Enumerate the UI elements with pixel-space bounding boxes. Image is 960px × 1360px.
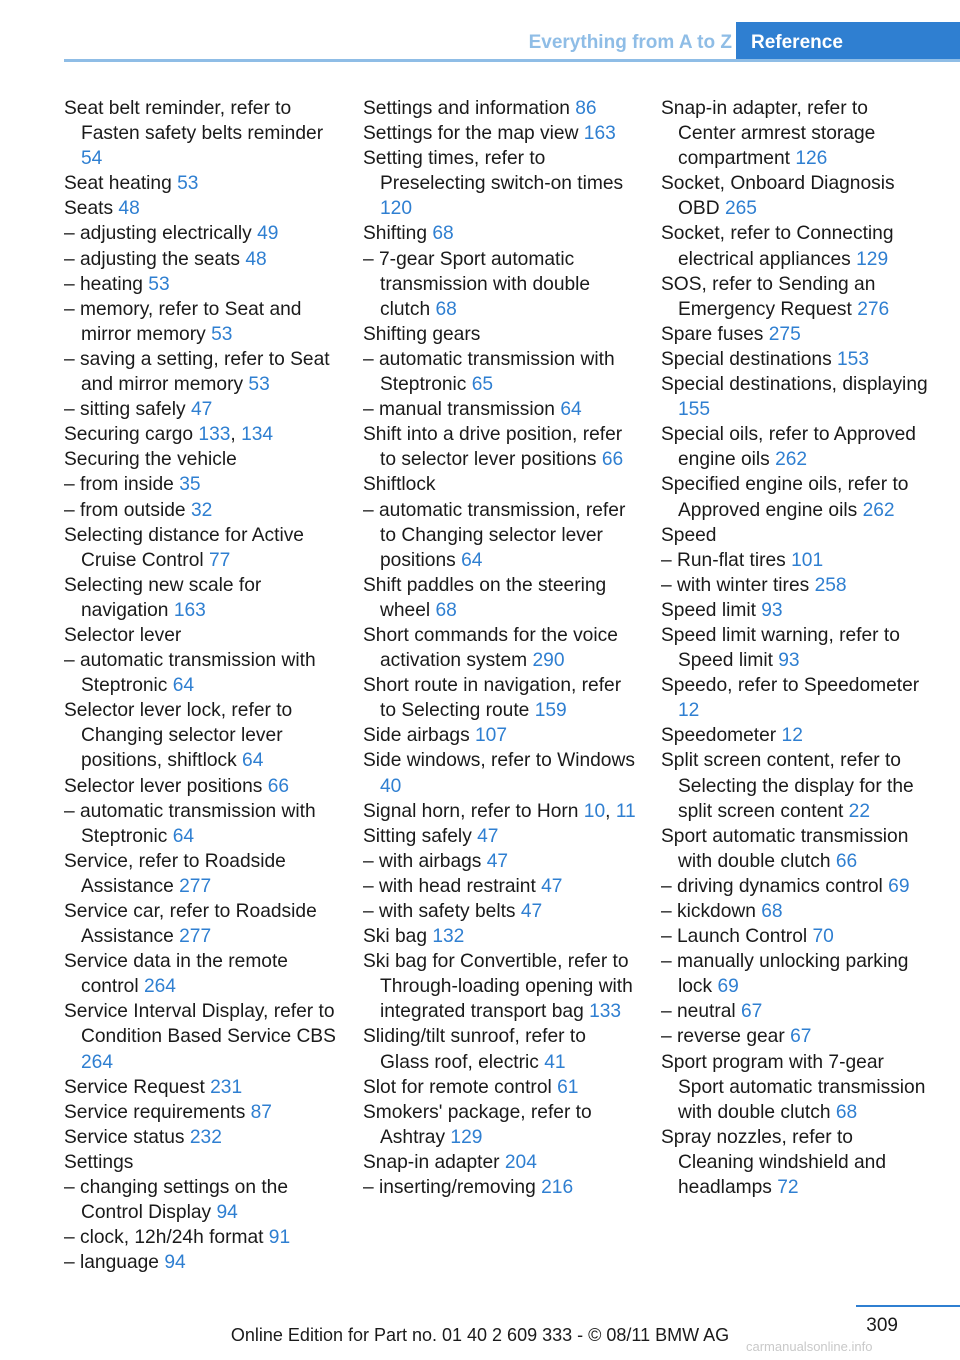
index-entry xyxy=(661,221,929,271)
index-entry xyxy=(661,1050,929,1125)
page-link[interactable]: 155 xyxy=(678,399,711,421)
entry-text: – with safety belts xyxy=(363,901,516,922)
page-link[interactable]: 134 xyxy=(241,424,274,446)
page-link[interactable]: 69 xyxy=(717,976,739,998)
index-entry xyxy=(363,322,638,347)
index-entry xyxy=(64,849,339,899)
entry-text: Service data in the remote control xyxy=(64,951,288,998)
index-entry xyxy=(661,1125,929,1200)
entry-text: Seat belt reminder, refer to Fasten safety belts reminder xyxy=(64,98,324,145)
entry-text: Specified engine oils, refer to Approved engine oils xyxy=(661,474,909,521)
page-link[interactable]: 41 xyxy=(544,1051,566,1073)
page-link[interactable]: 72 xyxy=(777,1177,799,1199)
page-link[interactable]: 65 xyxy=(471,374,494,396)
index-entry xyxy=(661,347,929,372)
page-link[interactable]: 12 xyxy=(678,700,700,722)
page-link[interactable]: 126 xyxy=(795,148,828,170)
entry-text: Selector lever lock, refer to Changing selector lever positions, shiftlock xyxy=(64,700,293,772)
page-link[interactable]: 163 xyxy=(583,123,616,145)
page-link[interactable]: 53 xyxy=(177,173,199,195)
index-entry xyxy=(661,748,929,823)
entry-text: Service, refer to Roadside Assistance xyxy=(64,850,286,897)
index-entry xyxy=(363,949,638,1024)
index-entry xyxy=(64,999,339,1074)
index-entry xyxy=(661,723,929,748)
page-link[interactable]: 204 xyxy=(504,1151,537,1173)
page-link[interactable]: 68 xyxy=(835,1101,858,1123)
page-link[interactable]: 64 xyxy=(172,825,195,847)
index-column-1 xyxy=(64,96,339,1275)
index-entry xyxy=(64,1175,339,1225)
entry-text: Split screen content, refer to Selecting the display for the split screen content xyxy=(661,750,914,822)
page-link[interactable]: 53 xyxy=(248,374,270,396)
page-link[interactable]: 86 xyxy=(575,98,597,119)
entry-text: Socket, refer to Connecting electrical appliances xyxy=(661,223,894,270)
entry-text: – automatic transmission with Steptronic xyxy=(64,800,316,847)
entry-text: – reverse gear xyxy=(661,1026,785,1048)
index-entry xyxy=(363,573,638,623)
page-link[interactable]: 275 xyxy=(768,323,801,345)
index-entry xyxy=(64,799,339,849)
entry-text: Socket, Onboard Diagnosis OBD xyxy=(661,173,895,220)
index-entry xyxy=(661,171,929,221)
page-link[interactable]: 132 xyxy=(432,926,465,948)
entry-text: Speedometer xyxy=(661,725,777,747)
entry-text: Selector lever positions xyxy=(64,775,263,797)
entry-text: Special destinations xyxy=(661,348,832,370)
index-entry xyxy=(64,1250,339,1275)
entry-text: Signal horn, refer to Horn xyxy=(363,800,579,822)
index-entry xyxy=(64,573,339,623)
index-entry xyxy=(64,347,339,397)
entry-text: Speed xyxy=(661,524,717,546)
index-entry xyxy=(363,824,638,849)
index-entry xyxy=(64,397,339,422)
entry-text: Short route in navigation, refer to Selecting route xyxy=(363,675,622,722)
watermark: carmanualsonline.info xyxy=(746,1339,873,1354)
entry-text: – heating xyxy=(64,273,143,295)
page-link[interactable]: 11 xyxy=(615,800,636,822)
index-entry xyxy=(64,648,339,698)
entry-text: Snap-in adapter xyxy=(363,1151,500,1173)
entry-text: Spray nozzles, refer to Cleaning windshield and headlamps xyxy=(661,1126,887,1199)
page-link[interactable]: 68 xyxy=(435,298,457,320)
entry-text: Snap-in adapter, refer to Center armrest storage compartment xyxy=(661,98,876,170)
index-entry xyxy=(363,748,638,798)
entry-text: Selector lever xyxy=(64,624,182,646)
page-link[interactable]: 265 xyxy=(724,198,757,220)
index-entry xyxy=(363,347,638,397)
page-link[interactable]: 22 xyxy=(848,800,871,822)
entry-text: – with head restraint xyxy=(363,875,536,897)
page-link[interactable]: 101 xyxy=(791,549,824,571)
index-entry xyxy=(661,96,929,171)
index-entry xyxy=(661,272,929,322)
entry-text: Speed limit warning, refer to Speed limit xyxy=(661,624,900,672)
entry-text: Slot for remote control xyxy=(363,1076,552,1098)
entry-text: – driving dynamics control xyxy=(661,875,883,897)
page-link[interactable]: 159 xyxy=(534,700,567,722)
index-entry xyxy=(661,899,929,924)
footer-rule xyxy=(856,1305,960,1307)
index-entry xyxy=(661,824,929,874)
page-link[interactable]: 54 xyxy=(81,148,103,170)
entry-text: – Run-flat tires xyxy=(661,549,786,571)
page-link[interactable]: 129 xyxy=(450,1126,483,1148)
index-entry xyxy=(363,498,638,573)
entry-text: Settings for the map view xyxy=(363,123,579,145)
entry-text: Seats xyxy=(64,198,114,220)
index-entry xyxy=(363,899,638,924)
page-link[interactable]: 87 xyxy=(250,1101,272,1123)
page-link[interactable]: 64 xyxy=(560,399,582,421)
index-entry xyxy=(363,1100,638,1150)
page-link[interactable]: 67 xyxy=(790,1026,812,1048)
entry-text: – with winter tires xyxy=(661,574,810,596)
index-entry xyxy=(661,372,929,422)
entry-text: Ski bag xyxy=(363,926,427,948)
page-link[interactable]: 277 xyxy=(179,875,212,897)
index-entry xyxy=(64,297,339,347)
entry-text: Spare fuses xyxy=(661,323,764,345)
page-link[interactable]: 68 xyxy=(761,901,783,922)
entry-text: Service requirements xyxy=(64,1101,246,1123)
entry-text: Settings and information xyxy=(363,98,570,119)
entry-text: – automatic transmission with Steptronic xyxy=(64,650,316,697)
page-link[interactable]: 48 xyxy=(245,248,267,270)
page-link[interactable]: 66 xyxy=(267,775,290,797)
entry-text: – Launch Control xyxy=(661,926,808,948)
page-link[interactable]: 153 xyxy=(837,348,870,370)
entry-text: Service status xyxy=(64,1126,185,1148)
entry-text: Shiftlock xyxy=(363,474,436,496)
page-link[interactable]: 163 xyxy=(173,599,206,621)
entry-text: Special oils, refer to Approved engine oils xyxy=(661,424,916,471)
page-link[interactable]: 64 xyxy=(461,549,483,571)
entry-text: – from outside xyxy=(64,499,186,521)
index-entry xyxy=(64,623,339,648)
entry-text: Ski bag for Convertible, refer to Through-loading opening with integrated transport bag xyxy=(363,951,633,1023)
index-entry xyxy=(363,623,638,673)
index-entry xyxy=(661,949,929,999)
page-link[interactable]: 258 xyxy=(814,574,847,596)
index-entry xyxy=(64,171,339,196)
entry-text: – inserting/removing xyxy=(363,1177,536,1199)
index-entry xyxy=(363,1175,638,1200)
index-entry xyxy=(661,472,929,522)
entry-text: Securing the vehicle xyxy=(64,449,237,471)
index-entry xyxy=(661,573,929,598)
page-link[interactable]: 262 xyxy=(862,499,895,521)
index-entry xyxy=(661,598,929,623)
page-link[interactable]: 70 xyxy=(812,926,834,948)
page-link[interactable]: 61 xyxy=(557,1076,579,1098)
page-link[interactable]: 40 xyxy=(380,775,402,797)
entry-text: Service Interval Display, refer to Condition Based Service CBS xyxy=(64,1001,336,1048)
index-entry xyxy=(64,1150,339,1175)
entry-text: – with airbags xyxy=(363,850,482,872)
index-entry xyxy=(661,548,929,573)
entry-text: Selecting distance for Active Cruise Control xyxy=(64,524,304,571)
index-entry xyxy=(64,96,339,171)
index-entry xyxy=(363,1075,638,1100)
entry-text: Shifting gears xyxy=(363,323,481,345)
entry-text: – language xyxy=(64,1252,159,1274)
index-entry xyxy=(64,447,339,472)
index-entry xyxy=(363,422,638,472)
index-column-3 xyxy=(661,96,929,1200)
page-link[interactable]: 129 xyxy=(856,248,889,270)
index-entry xyxy=(64,698,339,773)
index-entry xyxy=(64,472,339,497)
entry-text: – kickdown xyxy=(661,901,756,922)
entry-text: Settings xyxy=(64,1151,134,1173)
index-entry xyxy=(363,221,638,246)
page-link[interactable]: 69 xyxy=(888,875,910,897)
index-entry xyxy=(363,146,638,221)
entry-text: Seat heating xyxy=(64,173,172,195)
entry-text: Side airbags xyxy=(363,725,470,747)
index-entry xyxy=(363,1024,638,1074)
index-entry xyxy=(363,121,638,146)
page-link[interactable]: 231 xyxy=(210,1076,243,1098)
page-link[interactable]: 66 xyxy=(835,850,858,872)
entry-text: Short commands for the voice activation system xyxy=(363,624,618,672)
entry-text: Speed limit xyxy=(661,599,756,621)
index-entry xyxy=(64,1100,339,1125)
index-entry xyxy=(64,949,339,999)
entry-text: Shifting xyxy=(363,223,427,245)
index-entry xyxy=(363,1150,638,1175)
page-link[interactable]: 12 xyxy=(781,725,803,747)
entry-text: – manual transmission xyxy=(363,399,555,421)
entry-text: – changing settings on the Control Display xyxy=(64,1177,289,1224)
entry-text: – sitting safely xyxy=(64,399,186,421)
index-entry xyxy=(64,1075,339,1100)
index-entry xyxy=(363,247,638,322)
page-link[interactable]: 277 xyxy=(179,926,212,948)
index-entry xyxy=(363,924,638,949)
index-entry xyxy=(661,422,929,472)
index-entry xyxy=(363,397,638,422)
index-entry xyxy=(363,673,638,723)
index-entry xyxy=(64,523,339,573)
index-entry xyxy=(363,96,638,121)
index-entry xyxy=(64,247,339,272)
entry-text: – adjusting electrically xyxy=(64,223,252,245)
index-entry xyxy=(64,221,339,246)
index-entry xyxy=(64,1125,339,1150)
reference-tab: Reference xyxy=(736,22,960,60)
entry-text: Shift into a drive position, refer to selector lever positions xyxy=(363,424,623,471)
page-link[interactable]: 93 xyxy=(778,650,800,672)
page-link[interactable]: 264 xyxy=(81,1051,114,1073)
page-link[interactable]: 53 xyxy=(211,323,233,345)
entry-text: Side windows, refer to Windows xyxy=(363,750,635,772)
page-link[interactable]: 68 xyxy=(435,599,457,621)
page-link[interactable]: 93 xyxy=(761,599,783,621)
page-link[interactable]: 68 xyxy=(432,223,454,245)
entry-text: – from inside xyxy=(64,474,174,496)
section-title: Everything from A to Z xyxy=(528,32,732,53)
entry-text: – manually unlocking parking lock xyxy=(661,951,909,998)
index-entry xyxy=(64,196,339,221)
entry-text: Sport automatic transmission with double clutch xyxy=(661,825,909,872)
index-entry xyxy=(661,999,929,1024)
index-entry xyxy=(661,623,929,673)
index-entry xyxy=(661,1024,929,1049)
index-entry xyxy=(661,874,929,899)
page-link[interactable]: 64 xyxy=(242,750,264,772)
page-link[interactable]: 94 xyxy=(164,1252,186,1274)
index-entry xyxy=(661,924,929,949)
page-link[interactable]: 10 xyxy=(583,800,606,822)
page-link[interactable]: 32 xyxy=(190,499,213,521)
index-column-2 xyxy=(363,96,638,1200)
entry-text: Shift paddles on the steering wheel xyxy=(363,574,607,621)
page-number: 309 xyxy=(866,1315,898,1336)
index-entry xyxy=(64,272,339,297)
page-link[interactable]: 47 xyxy=(486,850,509,872)
page-link[interactable]: 47 xyxy=(477,825,499,847)
page-link[interactable]: 107 xyxy=(475,725,508,747)
entry-text: SOS, refer to Sending an Emergency Request xyxy=(661,273,876,320)
page-link[interactable]: 53 xyxy=(148,273,170,295)
page-link[interactable]: 276 xyxy=(857,298,890,320)
header-rule xyxy=(64,59,960,62)
page-link[interactable]: 49 xyxy=(257,223,279,245)
page-link[interactable]: 47 xyxy=(190,399,213,421)
entry-text: Setting times, refer to Preselecting switch-on times xyxy=(363,148,624,195)
page-link[interactable]: 133 xyxy=(198,424,231,446)
page-link[interactable]: 66 xyxy=(601,449,624,471)
page-link[interactable]: 77 xyxy=(208,549,231,571)
entry-text: – clock, 12h/24h format xyxy=(64,1227,264,1249)
edition-note: Online Edition for Part no. 01 40 2 609 333 - © 08/11 BMW AG xyxy=(230,1325,730,1345)
index-entry xyxy=(363,723,638,748)
index-entry xyxy=(363,874,638,899)
entry-text: Selecting new scale for navigation xyxy=(64,574,262,621)
index-entry xyxy=(661,523,929,548)
entry-text: Sport program with 7-gear Sport automatic transmission with double clutch xyxy=(661,1051,926,1123)
entry-text: – adjusting the seats xyxy=(64,248,241,270)
index-entry xyxy=(661,673,929,723)
page-link[interactable]: 64 xyxy=(172,675,195,697)
entry-text: Service car, refer to Roadside Assistance xyxy=(64,901,317,948)
page-link[interactable]: 47 xyxy=(520,901,543,922)
entry-text: Smokers' package, refer to Ashtray xyxy=(363,1101,592,1148)
entry-text: – saving a setting, refer to Seat and mirror memory xyxy=(64,348,330,396)
page-link[interactable]: 290 xyxy=(532,650,565,672)
page-link[interactable]: 47 xyxy=(541,875,563,897)
entry-text: Securing cargo xyxy=(64,424,194,446)
entry-text: – automatic transmission with Steptronic xyxy=(363,348,615,396)
entry-text: Service Request xyxy=(64,1076,205,1098)
page-link[interactable]: 35 xyxy=(179,474,201,496)
index-entry xyxy=(363,849,638,874)
index-entry xyxy=(64,498,339,523)
page-link[interactable]: 216 xyxy=(541,1177,574,1199)
index-entry xyxy=(661,322,929,347)
entry-text: – memory, refer to Seat and mirror memory xyxy=(64,298,302,345)
index-entry xyxy=(64,899,339,949)
page-link[interactable]: 94 xyxy=(216,1202,238,1224)
page-link[interactable]: 262 xyxy=(775,449,808,471)
page-link[interactable]: 232 xyxy=(189,1126,222,1148)
index-entry xyxy=(64,1225,339,1250)
entry-text: Sitting safely xyxy=(363,825,472,847)
index-entry xyxy=(64,774,339,799)
entry-text: Speedo, refer to Speedometer xyxy=(661,675,920,697)
page-link[interactable]: 48 xyxy=(118,198,140,220)
entry-text: – neutral xyxy=(661,1001,736,1023)
index-entry xyxy=(363,472,638,497)
index-entry: Signal horn, refer to Horn 10, 11 xyxy=(363,800,636,822)
entry-text: – automatic transmission, refer to Changing selector lever positions xyxy=(363,499,626,571)
page-link[interactable]: 133 xyxy=(589,1001,622,1023)
page-link[interactable]: 120 xyxy=(380,198,413,220)
entry-text: – 7-gear Sport automatic transmission with double clutch xyxy=(363,248,591,320)
page-link[interactable]: 91 xyxy=(268,1227,291,1249)
page-link[interactable]: 67 xyxy=(741,1001,763,1023)
page-link[interactable]: 264 xyxy=(143,976,176,998)
entry-text: Sliding/tilt sunroof, refer to Glass roof, electric xyxy=(363,1026,586,1073)
entry-text: Special destinations, displaying xyxy=(661,374,928,396)
index-entry: Securing cargo 133, 134 xyxy=(64,424,274,446)
